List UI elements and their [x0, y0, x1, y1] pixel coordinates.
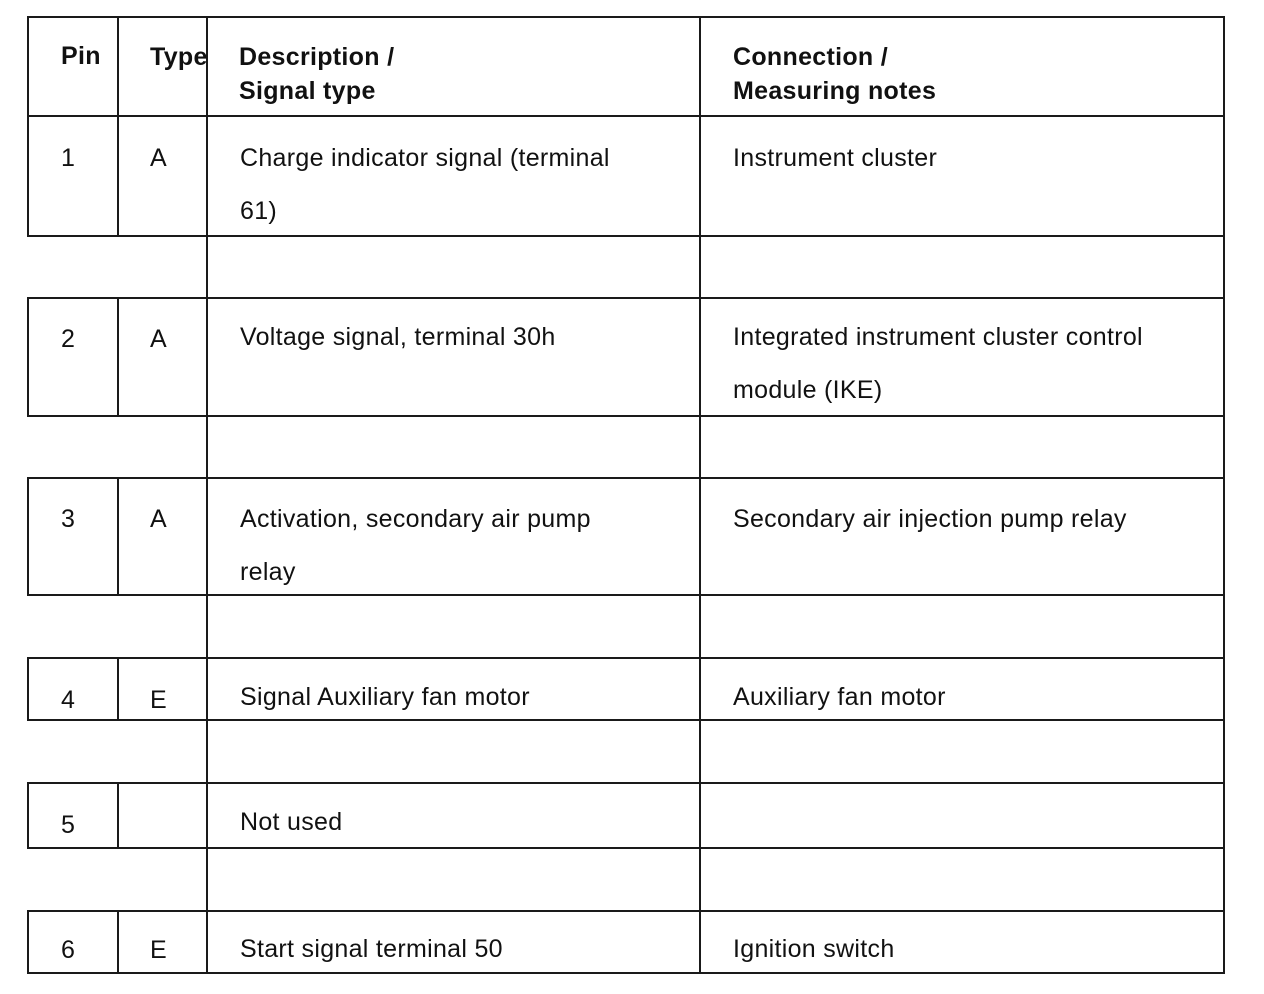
- header-description-line-2: Signal type: [239, 77, 376, 105]
- row-4-pin: 4: [61, 686, 76, 714]
- row-5-description: [240, 810, 342, 863]
- row-1-description: [240, 146, 610, 252]
- pin-type-divider-row3: [117, 477, 119, 596]
- row-3-description-line-1: Activation, secondary air pump: [240, 505, 591, 533]
- row-5-description-line-1: Not used: [240, 808, 343, 836]
- pin-type-divider-row4: [117, 657, 119, 721]
- row-1-description-line-2: 61): [240, 197, 278, 225]
- header-type: Type: [150, 43, 208, 71]
- row-4-connection-line-1: Auxiliary fan motor: [733, 683, 946, 711]
- right-border: [1223, 16, 1225, 974]
- row-1-connection: [733, 146, 937, 199]
- header-connection: [733, 45, 936, 113]
- row-4-type: E: [150, 686, 167, 714]
- pin-type-divider-header-row1: [117, 16, 119, 237]
- pin-type-divider-row5: [117, 782, 119, 849]
- row-1-description-line-1: Charge indicator signal (terminal: [240, 144, 610, 172]
- row-6-connection: [733, 937, 895, 990]
- left-border-row3: [27, 477, 29, 596]
- row-6-description: [240, 937, 503, 990]
- header-description-line-1: Description /: [239, 43, 395, 71]
- row-6-connection-line-1: Ignition switch: [733, 935, 895, 963]
- left-border-row2: [27, 297, 29, 417]
- row-2-description: [240, 325, 556, 378]
- row-2-pin: 2: [61, 325, 76, 353]
- row-1-connection-line-1: Instrument cluster: [733, 144, 938, 172]
- row-6-pin: 6: [61, 936, 76, 964]
- row-3-description: [240, 507, 591, 613]
- left-border-row4: [27, 657, 29, 721]
- pin-type-divider-row2: [117, 297, 119, 417]
- row-2-connection-line-2: module (IKE): [733, 376, 883, 404]
- header-connection-line-2: Measuring notes: [733, 77, 937, 105]
- row-5-pin: 5: [61, 811, 76, 839]
- type-description-divider: [206, 16, 208, 974]
- row-6-description-line-1: Start signal terminal 50: [240, 935, 503, 963]
- description-connection-divider: [699, 16, 701, 974]
- row-4-connection: [733, 685, 946, 738]
- left-border-row5: [27, 782, 29, 849]
- header-pin: Pin: [61, 42, 101, 70]
- row-4-description: [240, 685, 530, 738]
- row-2-connection-line-1: Integrated instrument cluster control: [733, 323, 1143, 351]
- row-3-connection: [733, 507, 1127, 560]
- row-1-type: A: [150, 144, 167, 172]
- pin-type-divider-row6: [117, 910, 119, 974]
- left-border-header-row1: [27, 16, 29, 237]
- row-4-description-line-1: Signal Auxiliary fan motor: [240, 683, 530, 711]
- header-description: [239, 45, 394, 113]
- row-6-type: E: [150, 936, 167, 964]
- left-border-row6: [27, 910, 29, 974]
- row-3-pin: 3: [61, 505, 76, 533]
- row-2-description-line-1: Voltage signal, terminal 30h: [240, 323, 556, 351]
- row-3-connection-line-1: Secondary air injection pump relay: [733, 505, 1127, 533]
- row-3-description-line-2: relay: [240, 558, 296, 586]
- row-2-type: A: [150, 325, 167, 353]
- row-1-pin: 1: [61, 144, 76, 172]
- header-connection-line-1: Connection /: [733, 43, 888, 71]
- row-2-connection: [733, 325, 1143, 431]
- row-3-type: A: [150, 505, 167, 533]
